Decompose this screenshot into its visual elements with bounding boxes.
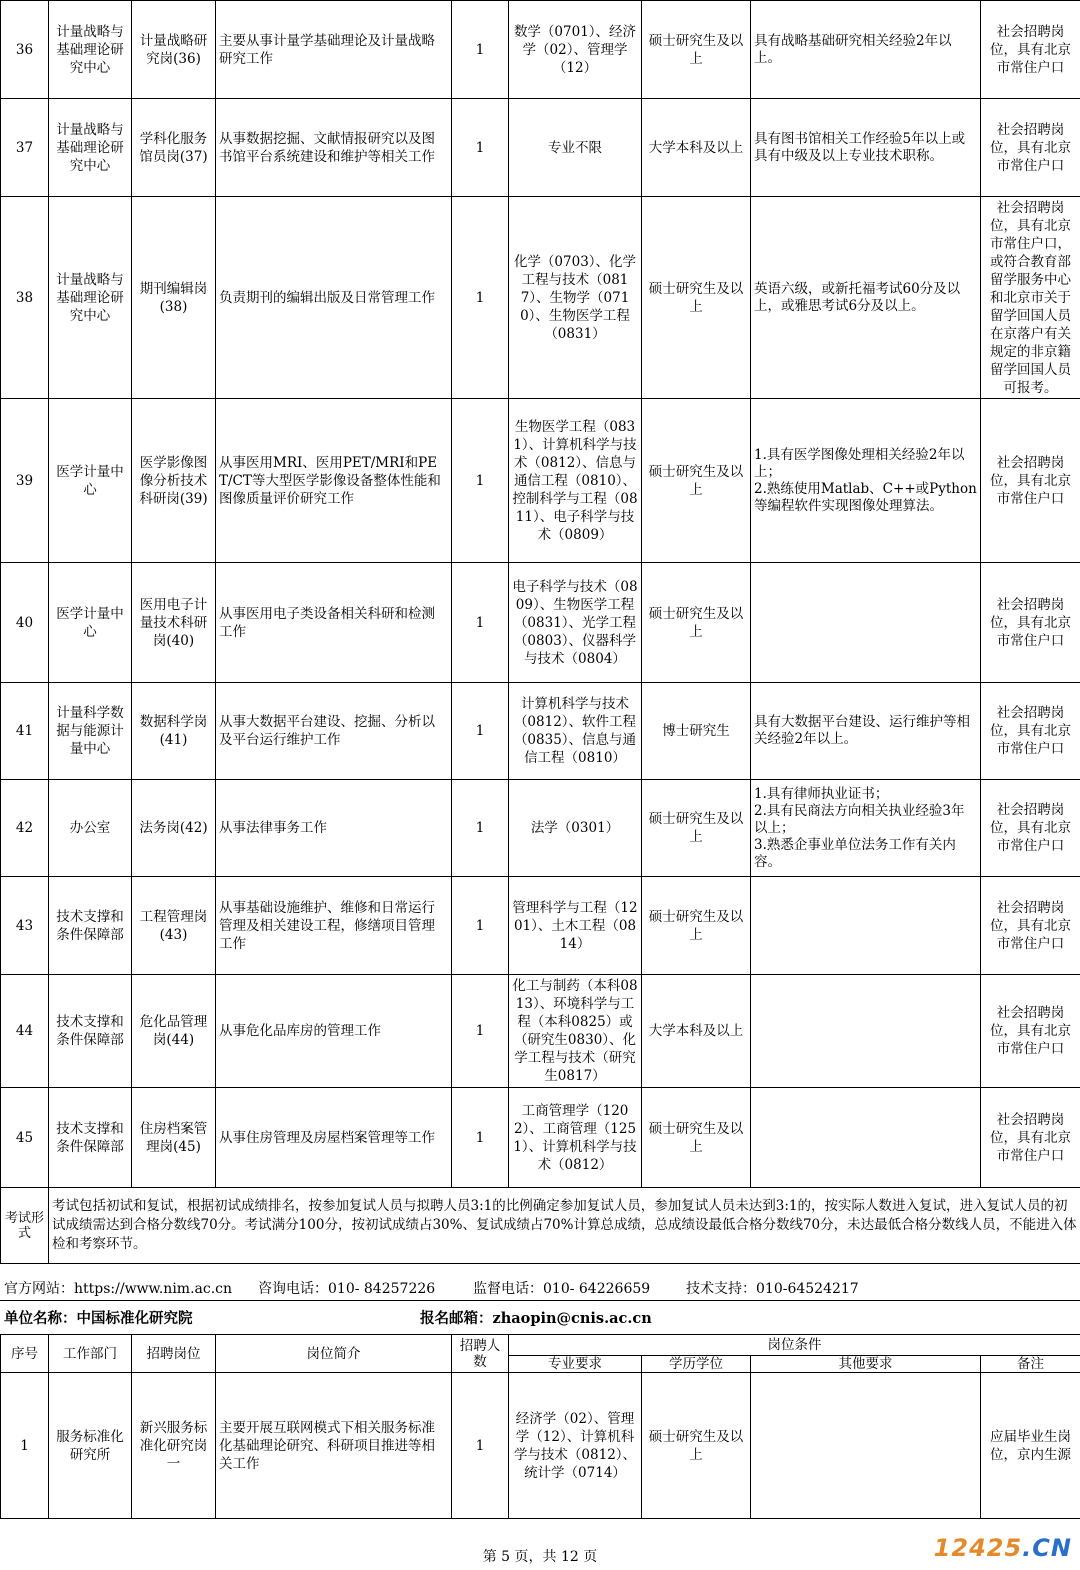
header-num: 招聘人数 [452, 1335, 509, 1373]
row-number: 39 [1, 399, 49, 563]
degree-requirement: 博士研究生 [642, 683, 751, 780]
department: 办公室 [49, 780, 132, 877]
unit-name: 单位名称：中国标准化研究院 [4, 1310, 193, 1327]
other-requirement [751, 1373, 981, 1519]
department: 计量战略与基础理论研究中心 [49, 197, 132, 399]
other-requirement [751, 975, 981, 1088]
other-requirement: 1.具有律师执业证书； 2.具有民商法方向相关执业经验3年以上； 3.熟悉企事业单位法务工作有关内容。 [751, 780, 981, 877]
degree-requirement: 大学本科及以上 [642, 975, 751, 1088]
table-row [1, 563, 1080, 683]
degree-requirement: 硕士研究生及以上 [642, 1373, 751, 1519]
row-number: 42 [1, 780, 49, 877]
post-description: 从事法律事务工作 [216, 780, 452, 877]
post-name: 数据科学岗(41) [132, 683, 216, 780]
department: 服务标准化研究所 [49, 1373, 132, 1519]
department: 计量战略与基础理论研究中心 [49, 99, 132, 197]
department: 技术支撑和条件保障部 [49, 877, 132, 975]
department: 医学计量中心 [49, 399, 132, 563]
contact-info [0, 1278, 1080, 1301]
degree-requirement: 硕士研究生及以上 [642, 197, 751, 399]
post-name: 医用电子计量技术科研岗(40) [132, 563, 216, 683]
remark: 社会招聘岗位，具有北京市常住户口 [981, 399, 1080, 563]
row-number: 38 [1, 197, 49, 399]
post-description: 从事数据挖掘、文献情报研究以及图书馆平台系统建设和维护等相关工作 [216, 99, 452, 197]
row-number: 45 [1, 1088, 49, 1188]
headcount: 1 [452, 563, 509, 683]
row-number: 40 [1, 563, 49, 683]
other-requirement [751, 563, 981, 683]
consult-phone: 咨询电话：010- 84257226 [258, 1281, 436, 1297]
header-other: 其他要求 [751, 1356, 981, 1373]
headcount: 1 [452, 399, 509, 563]
website[interactable]: 官方网站：https://www.nim.ac.cn [4, 1281, 233, 1297]
post-name: 法务岗(42) [132, 780, 216, 877]
post-description: 从事基础设施维护、维修和日常运行管理及相关建设工程，修缮项目管理工作 [216, 877, 452, 975]
headcount: 1 [452, 1373, 509, 1519]
post-description: 从事医用电子类设备相关科研和检测工作 [216, 563, 452, 683]
headcount: 1 [452, 1088, 509, 1188]
other-requirement: 英语六级，或新托福考试60分及以上，或雅思考试6分及以上。 [751, 197, 981, 399]
degree-requirement: 硕士研究生及以上 [642, 780, 751, 877]
major-requirement: 数学（0701）、经济学（02）、管理学（12） [509, 1, 642, 99]
post-name: 期刊编辑岗(38) [132, 197, 216, 399]
row-number: 41 [1, 683, 49, 780]
table-row [1, 399, 1080, 563]
department: 医学计量中心 [49, 563, 132, 683]
major-requirement: 经济学（02）、管理学（12）、计算机科学与技术（0812）、统计学（0714） [509, 1373, 642, 1519]
degree-requirement: 大学本科及以上 [642, 99, 751, 197]
major-requirement: 化学（0703）、化学工程与技术（0817）、生物学（0710）、生物医学工程（0831） [509, 197, 642, 399]
header-cond: 岗位条件 [509, 1335, 1080, 1356]
row-number: 36 [1, 1, 49, 99]
header-post: 招聘岗位 [132, 1335, 216, 1373]
unit-header [0, 1306, 1080, 1332]
remark: 社会招聘岗位，具有北京市常住户口 [981, 99, 1080, 197]
post-name: 学科化服务馆员岗(37) [132, 99, 216, 197]
major-requirement: 法学（0301） [509, 780, 642, 877]
post-description: 从事医用MRI、医用PET/MRI和PET/CT等大型医学影像设备整体性能和图像质量评价研究工作 [216, 399, 452, 563]
other-requirement: 1.具有医学图像处理相关经验2年以上； 2.熟练使用Matlab、C++或Python等编程软件实现图像处理算法。 [751, 399, 981, 563]
row-number: 1 [1, 1373, 49, 1519]
post-description: 负责期刊的编辑出版及日常管理工作 [216, 197, 452, 399]
post-description: 主要开展互联网模式下相关服务标准化基础理论研究、科研项目推进等相关工作 [216, 1373, 452, 1519]
remark: 社会招聘岗位，具有北京市常住户口 [981, 975, 1080, 1088]
table-row [1, 197, 1080, 399]
major-requirement: 专业不限 [509, 99, 642, 197]
exam-label: 考试形式 [1, 1188, 49, 1264]
remark: 社会招聘岗位，具有北京市常住户口 [981, 683, 1080, 780]
table-row [1, 1373, 1080, 1519]
post-name: 住房档案管理岗(45) [132, 1088, 216, 1188]
table-row [1, 99, 1080, 197]
table-row [1, 877, 1080, 975]
other-requirement [751, 1088, 981, 1188]
header-no: 序号 [1, 1335, 49, 1373]
remark: 社会招聘岗位，具有北京市常住户口 [981, 1, 1080, 99]
post-name: 危化品管理岗(44) [132, 975, 216, 1088]
department: 计量科学数据与能源计量中心 [49, 683, 132, 780]
table-row [1, 975, 1080, 1088]
post-name: 工程管理岗(43) [132, 877, 216, 975]
degree-requirement: 硕士研究生及以上 [642, 877, 751, 975]
table-row [1, 683, 1080, 780]
unit-email[interactable]: 报名邮箱：zhaopin@cnis.ac.cn [420, 1310, 652, 1327]
remark: 应届毕业生岗位，京内生源 [981, 1373, 1080, 1519]
other-requirement: 具有大数据平台建设、运行维护等相关经验2年以上。 [751, 683, 981, 780]
headcount: 1 [452, 1, 509, 99]
department: 技术支撑和条件保障部 [49, 1088, 132, 1188]
header-edu: 学历学位 [642, 1356, 751, 1373]
row-number: 43 [1, 877, 49, 975]
major-requirement: 化工与制药（本科0813）、环境科学与工程（本科0825）或（研究生0830）、化学工程与技术（研究生0817） [509, 975, 642, 1088]
post-name: 医学影像图像分析技术科研岗(39) [132, 399, 216, 563]
header-dept: 工作部门 [49, 1335, 132, 1373]
degree-requirement: 硕士研究生及以上 [642, 399, 751, 563]
other-requirement: 具有战略基础研究相关经验2年以上。 [751, 1, 981, 99]
supervise-phone: 监督电话：010- 64226659 [473, 1281, 651, 1297]
major-requirement: 计算机科学与技术（0812）、软件工程（0835）、信息与通信工程（0810） [509, 683, 642, 780]
post-description: 主要从事计量学基础理论及计量战略研究工作 [216, 1, 452, 99]
post-description: 从事大数据平台建设、挖掘、分析以及平台运行维护工作 [216, 683, 452, 780]
exam-row [1, 1188, 1080, 1264]
table-row [1, 1, 1080, 99]
header-remark: 备注 [981, 1356, 1080, 1373]
headcount: 1 [452, 197, 509, 399]
other-requirement [751, 877, 981, 975]
header-major: 专业要求 [509, 1356, 642, 1373]
remark: 社会招聘岗位，具有北京市常住户口，或符合教育部留学服务中心和北京市关于留学回国人员在京落户有关规定的非京籍留学回国人员可报考。 [981, 197, 1080, 399]
remark: 社会招聘岗位，具有北京市常住户口 [981, 877, 1080, 975]
table-row [1, 780, 1080, 877]
row-number: 37 [1, 99, 49, 197]
degree-requirement: 硕士研究生及以上 [642, 1088, 751, 1188]
major-requirement: 电子科学与技术（0809）、生物医学工程（0831）、光学工程（0803）、仪器科学与技术（0804） [509, 563, 642, 683]
watermark-logo: 12425.CN [933, 1534, 1072, 1562]
major-requirement: 工商管理学（1202）、工商管理（1251）、计算机科学与技术（0812） [509, 1088, 642, 1188]
department: 计量战略与基础理论研究中心 [49, 1, 132, 99]
table-header [1, 1335, 1080, 1356]
post-description: 从事住房管理及房屋档案管理等工作 [216, 1088, 452, 1188]
row-number: 44 [1, 975, 49, 1088]
header-desc: 岗位简介 [216, 1335, 452, 1373]
major-requirement: 生物医学工程（0831）、计算机科学与技术（0812）、信息与通信工程（0810）、控制科学与工程（0811）、电子科学与技术（0809） [509, 399, 642, 563]
post-name: 计量战略研究岗(36) [132, 1, 216, 99]
remark: 社会招聘岗位，具有北京市常住户口 [981, 780, 1080, 877]
headcount: 1 [452, 99, 509, 197]
post-description: 从事危化品库房的管理工作 [216, 975, 452, 1088]
page-number: 第 5 页，共 12 页 [482, 1549, 598, 1565]
major-requirement: 管理科学与工程（1201）、土木工程（0814） [509, 877, 642, 975]
headcount: 1 [452, 683, 509, 780]
post-name: 新兴服务标准化研究岗一 [132, 1373, 216, 1519]
headcount: 1 [452, 877, 509, 975]
remark: 社会招聘岗位，具有北京市常住户口 [981, 1088, 1080, 1188]
recruitment-table-2 [0, 1334, 1080, 1519]
support-phone: 技术支持：010-64524217 [686, 1281, 859, 1297]
remark: 社会招聘岗位，具有北京市常住户口 [981, 563, 1080, 683]
headcount: 1 [452, 780, 509, 877]
exam-text: 考试包括初试和复试，根据初试成绩排名，按参加复试人员与拟聘人员3:1的比例确定参加复试人员，参加复试人员未达到3:1的，按实际人数进入复试，进入复试人员的初试成绩需达到合格分数线70分。考试满分100分，按初试成绩占30%、复试成绩占70%计算总成绩，总成绩设最低合格分数线70分，未达最低合格分数线人员，不能进入体检和考察环节。 [49, 1188, 1080, 1264]
other-requirement: 具有图书馆相关工作经验5年以上或具有中级及以上专业技术职称。 [751, 99, 981, 197]
table-row [1, 1088, 1080, 1188]
degree-requirement: 硕士研究生及以上 [642, 563, 751, 683]
headcount: 1 [452, 975, 509, 1088]
degree-requirement: 硕士研究生及以上 [642, 1, 751, 99]
department: 技术支撑和条件保障部 [49, 975, 132, 1088]
